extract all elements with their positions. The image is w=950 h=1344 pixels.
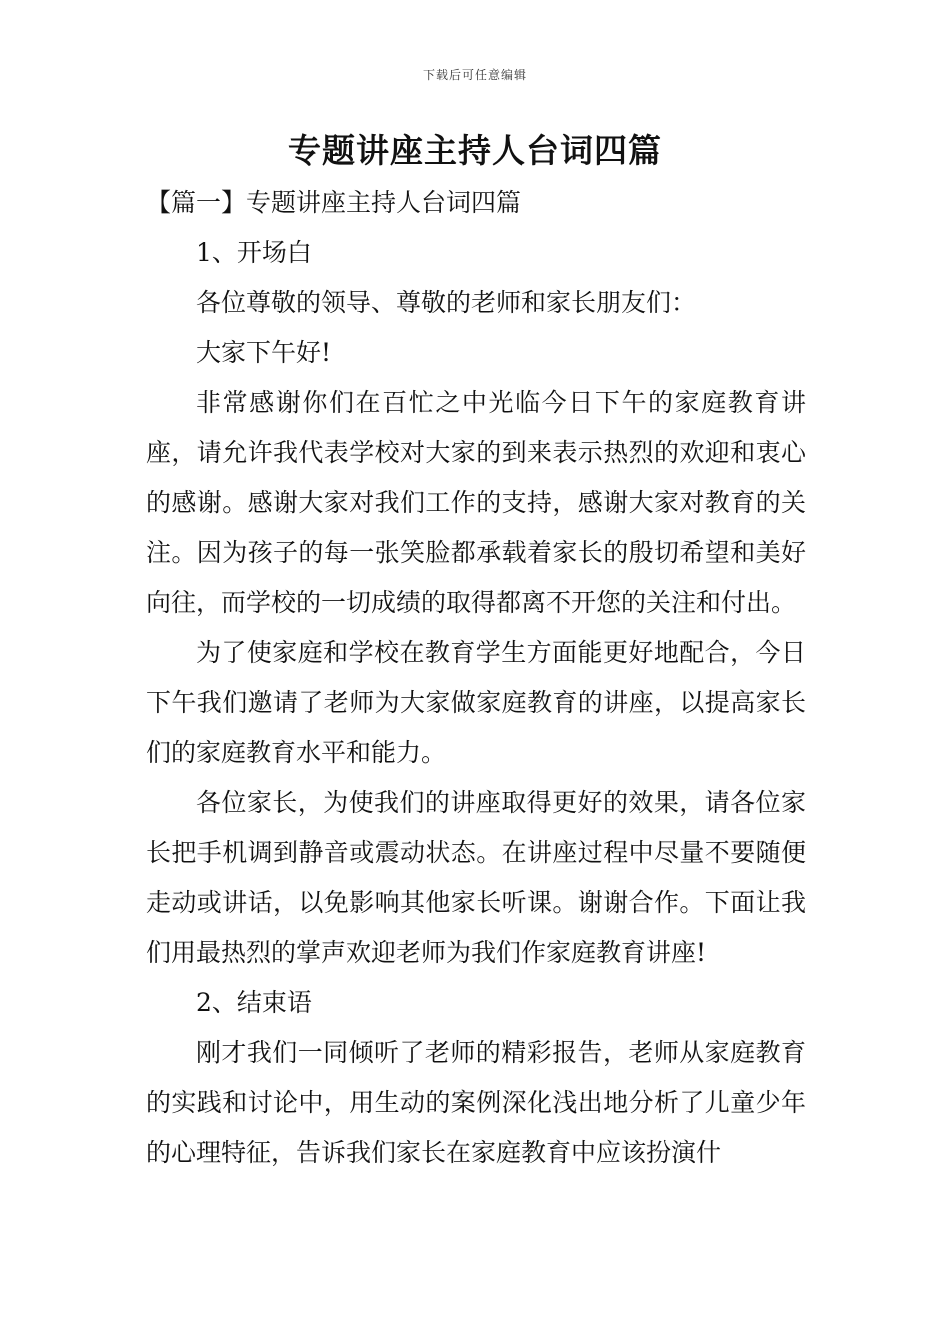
paragraph-thanks: 非常感谢你们在百忙之中光临今日下午的家庭教育讲座，请允许我代表学校对大家的到来表示热烈的欢迎和衷心的感谢。感谢大家对我们工作的支持，感谢大家对教育的关注。因为孩子的每一张笑脸都承载着家长的殷切希望和美好向往，而学校的一切成绩的取得都离不开您的关注和付出。: [146, 388, 806, 617]
document-body: [146, 178, 806, 1178]
section-heading: 【篇一】专题讲座主持人台词四篇: [146, 188, 522, 217]
paragraph-closing: 刚才我们一同倾听了老师的精彩报告，老师从家庭教育的实践和讨论中，用生动的案例深化浅出地分析了儿童少年的心理特征，告诉我们家长在家庭教育中应该扮演什: [146, 1038, 806, 1167]
document-title: 专题讲座主持人台词四篇: [288, 131, 662, 170]
paragraph-good-afternoon: 大家下午好!: [196, 338, 332, 367]
subheading-opening: 1、开场白: [196, 238, 312, 267]
paragraph-notice: 各位家长，为使我们的讲座取得更好的效果，请各位家长把手机调到静音或震动状态。在讲座过程中尽量不要随便走动或讲话，以免影响其他家长听课。谢谢合作。下面让我们用最热烈的掌声欢迎老师为我们作家庭教育讲座!: [146, 788, 806, 967]
paragraph-greeting: 各位尊敬的领导、尊敬的老师和家长朋友们：: [196, 288, 697, 317]
paragraph-purpose: 为了使家庭和学校在教育学生方面能更好地配合，今日下午我们邀请了老师为大家做家庭教育的讲座，以提高家长们的家庭教育水平和能力。: [146, 638, 806, 767]
subheading-closing: 2、结束语: [196, 988, 312, 1017]
page-header-note: 下载后可任意编辑: [422, 68, 527, 82]
